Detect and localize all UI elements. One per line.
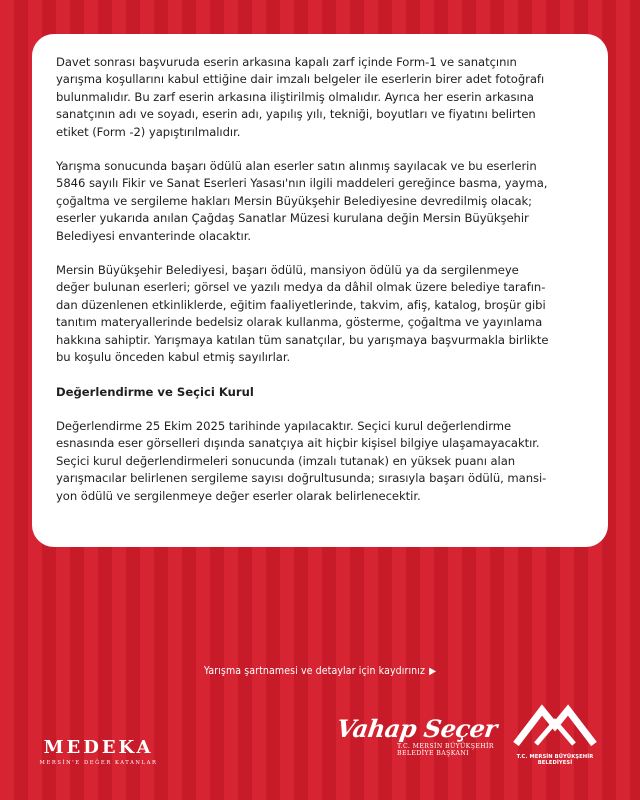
scroll-hint-text: Yarışma şartnamesi ve detaylar için kaydırınız — [203, 665, 426, 677]
medeka-logo — [36, 737, 161, 766]
content-card — [32, 34, 608, 547]
play-arrow-icon: ▶ — [429, 666, 437, 677]
paragraph-award-rights: Yarışma sonucunda başarı ödülü alan eserler satın alınmış sayılacak ve bu eserlerin 5846 sayılı Fikir ve Sanat Eserleri Yasası'nın ilgili maddeleri gereğince basma, yayma, çoğaltma ve sergileme hakları Mersin Büyükşehir Belediyesine devredilmiş olacak; eserler yukarıda anılan Çağdaş Sanatlar Müzesi kurulana değin Mersin Büyükşehir Belediyesi envanterinde olacaktır. — [56, 159, 548, 243]
municipality-emblem-icon — [510, 700, 600, 752]
section-heading: Değerlendirme ve Seçici Kurul — [56, 384, 254, 399]
municipality-logo — [500, 700, 610, 766]
medeka-logo-name: MEDEKA — [43, 737, 154, 758]
signature-name: Vahap Seçer — [334, 714, 499, 743]
mayor-signature — [334, 714, 499, 757]
signature-title-line2: BELEDİYE BAŞKANI — [397, 750, 470, 757]
scroll-hint[interactable] — [0, 665, 640, 677]
paragraph-envelope: Davet sonrası başvuruda eserin arkasına kapalı zarf içinde Form-1 ve sanatçının yarışma koşullarını kabul ettiğine dair imzalı belgeler ile eserlerin birer adet fotoğrafı bulunmalıdır. Bu zarf eserin arkasına iliştirilmiş olmalıdır. Ayrıca her eserin arkasına sanatçının adı ve soyadı, eserin adı, yapılış yılı, tekniği, boyutları ve fiyatını belirten etiket (Form -2) yapıştırılmalıdır. — [56, 55, 545, 139]
paragraph-usage-rights: Mersin Büyükşehir Belediyesi, başarı ödülü, mansiyon ödülü ya da sergilenmeye değer bulunan eserleri; görsel ve yazılı medya da dâhil olmak üzere belediye tarafın- dan düzenlenen etkinliklerde, eğitim faaliyetlerinde, takvim, afiş, katalog, broşür gibi tanıtım materyallerinde bedelsiz olarak kullanma, gösterme, çoğaltma ve yayınlama hakkına sahiptir. Yarışmaya katılan tüm sanatçılar, bu yarışmaya başvurmakla birlikte bu koşulu önceden kabul etmiş sayılırlar. — [56, 263, 549, 365]
paragraph-evaluation: Değerlendirme 25 Ekim 2025 tarihinde yapılacaktır. Seçici kurul değerlendirme esnasında eser görselleri dışında sanatçıya ait hiçbir kişisel bilgiye ulaşamayacaktır. Seçici kurul değerlendirmeleri sonucunda (imzalı tutanak) en yüksek puanı alan yarışmacılar belirlenen sergileme sayısı doğrultusunda; sırasıyla başarı ödülü, mansi- yon ödülü ve sergilenmeye değer eserler olarak belirlenecektir. — [56, 418, 547, 503]
signature-title-line1: T.C. MERSİN BÜYÜKŞEHİR — [397, 743, 494, 750]
medeka-logo-tagline: MERSİN'E DEĞER KATANLAR — [39, 760, 158, 766]
municipality-logo-caption: T.C. MERSİN BÜYÜKŞEHİR BELEDİYESİ — [516, 754, 594, 766]
